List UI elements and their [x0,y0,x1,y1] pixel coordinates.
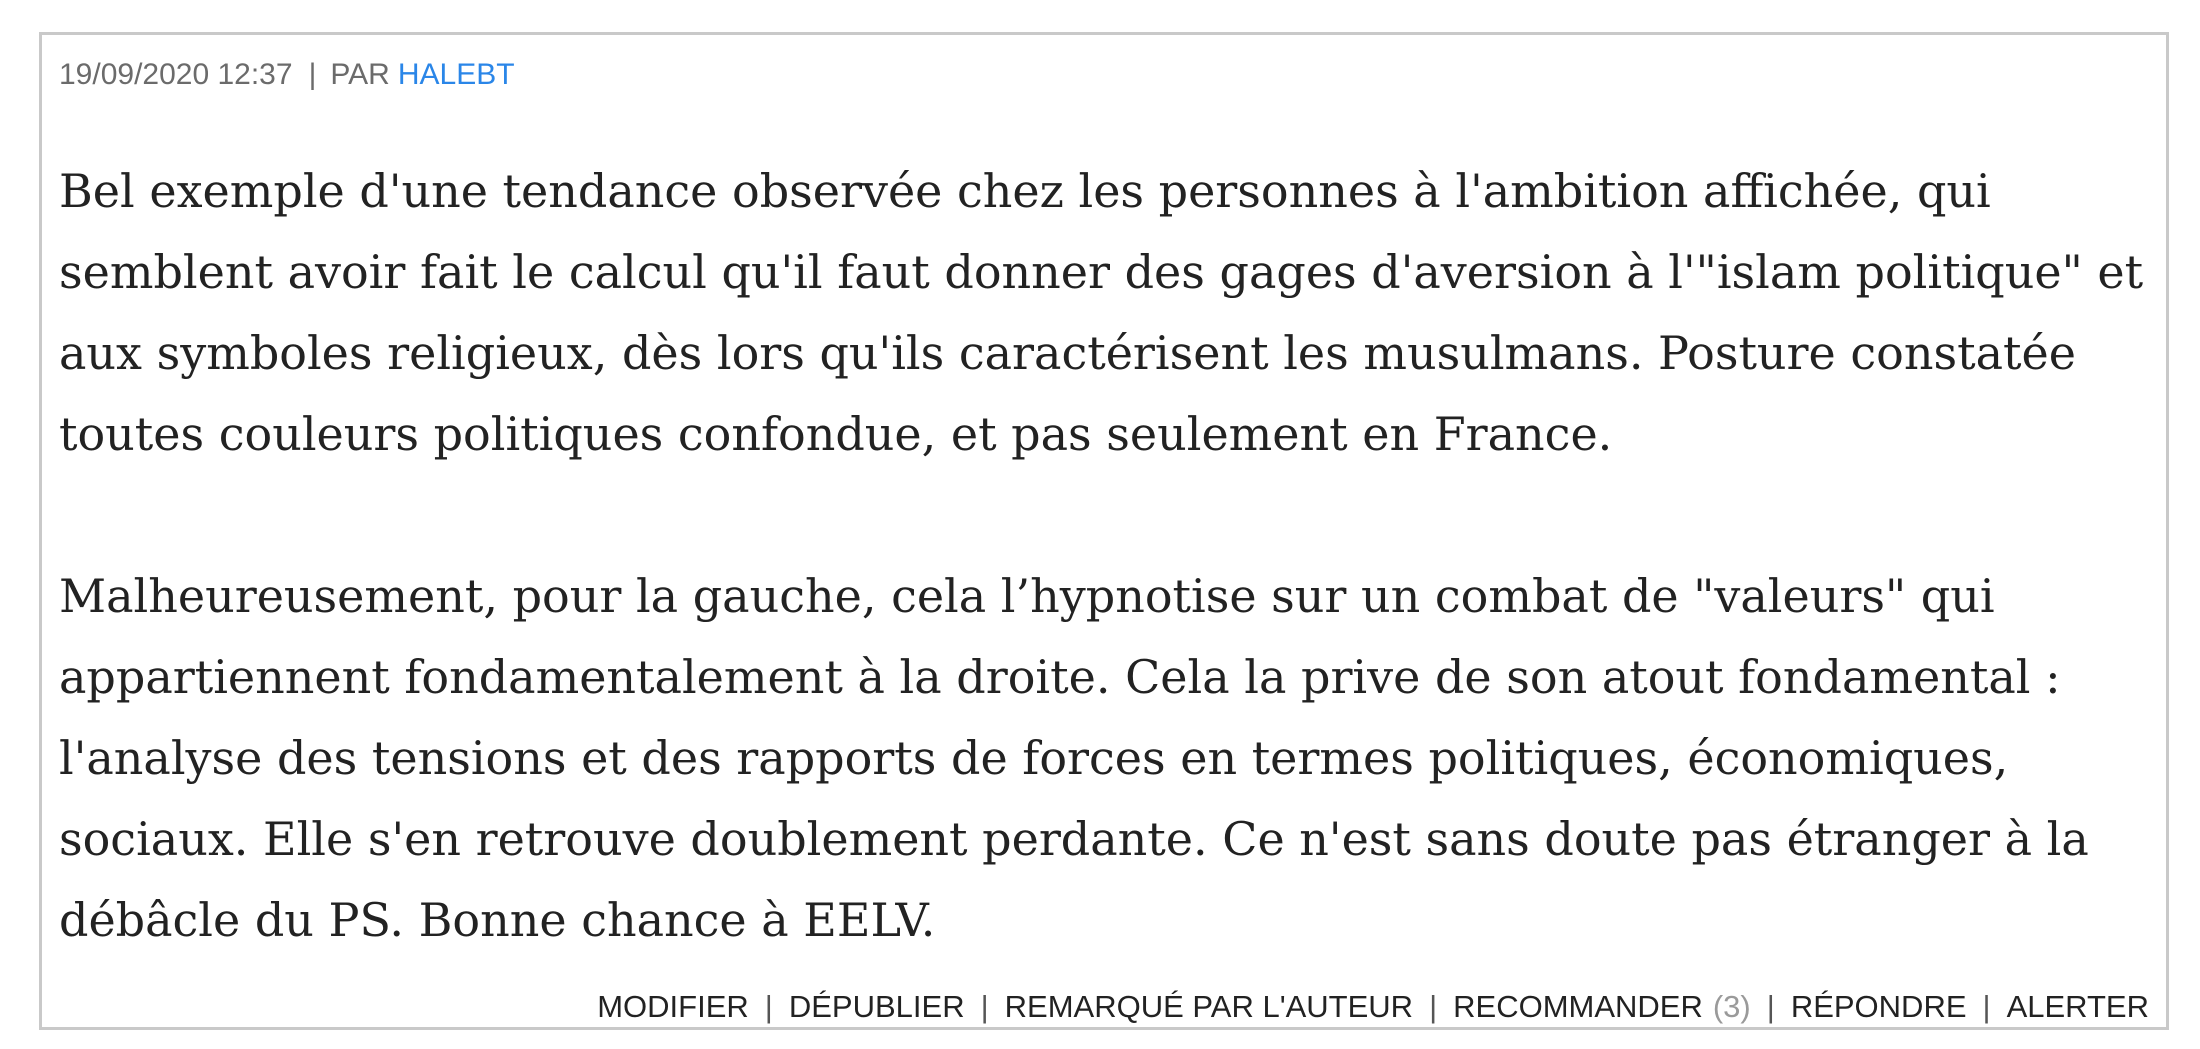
reply-button[interactable]: RÉPONDRE [1790,989,1967,1024]
action-separator: | [1982,989,1991,1024]
author-link[interactable]: HALEBT [397,58,515,91]
report-button[interactable]: ALERTER [2006,989,2149,1024]
recommend-button[interactable] [1453,989,1751,1024]
action-separator: | [1766,989,1775,1024]
action-separator: | [764,989,773,1024]
recommend-label: RECOMMANDER [1453,989,1703,1024]
comment-paragraph-2: Malheureusement, pour la gauche, cela l’hypnotise sur un combat de "valeurs" qui appartiennent fondamentalement à la droite. Cela la prive de son atout fondamental : l'analyse des tensions et des rapports de forces en termes politiques, économiques, sociaux. Elle s'en retrouve doublement perdante. Ce n'est sans doute pas étranger à la débâcle du PS. Bonne chance à EELV. [59,569,2089,947]
comment-paragraph-1: Bel exemple d'une tendance observée chez les personnes à l'ambition affichée, qui semblent avoir fait le calcul qu'il faut donner des gages d'aversion à l'"islam politique" et aux symboles religieux, dès lors qu'ils caractérisent les musulmans. Posture constatée toutes couleurs politiques confondue, et pas seulement en France. [59,164,2144,461]
comment-card [39,32,2169,1030]
noticed-by-author-button[interactable]: REMARQUÉ PAR L'AUTEUR [1004,989,1414,1024]
meta-separator: | [308,58,317,91]
comment-body [59,151,2149,961]
unpublish-button[interactable]: DÉPUBLIER [788,989,965,1024]
by-label: PAR [330,58,390,91]
recommend-count: (3) [1712,989,1751,1024]
modify-button[interactable]: MODIFIER [597,989,749,1024]
comment-actions [597,987,2149,1027]
action-separator: | [1429,989,1438,1024]
action-separator: | [980,989,989,1024]
comment-meta [59,55,515,95]
comment-timestamp: 19/09/2020 12:37 [59,58,293,91]
